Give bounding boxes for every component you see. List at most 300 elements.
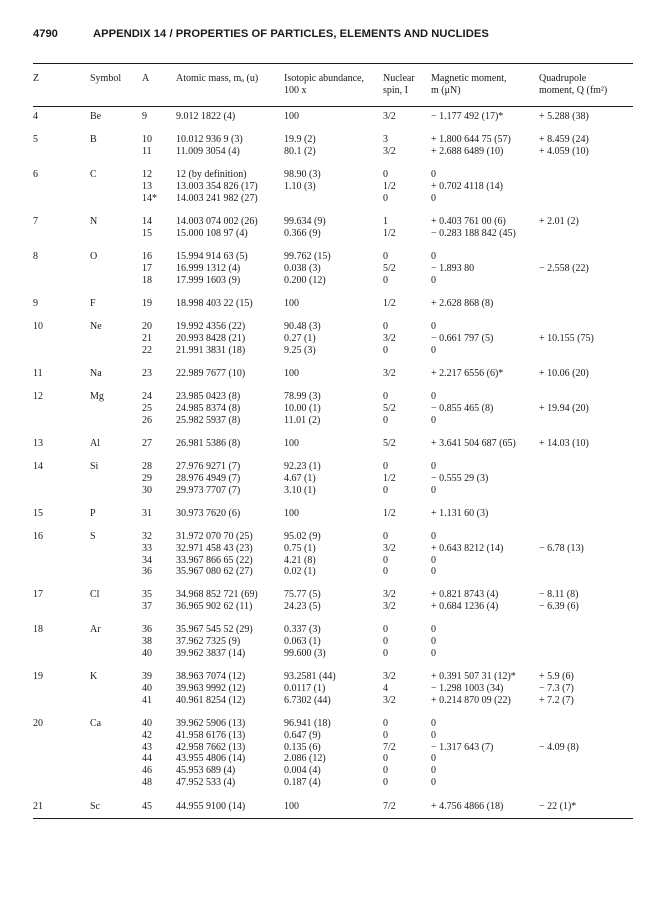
cell-mass-number-line: 22 [142,344,152,356]
cell-atomic-mass [176,298,253,310]
cell-abundance-line: 0.200 (12) [284,274,326,286]
cell-abundance-line: 90.48 (3) [284,321,321,332]
cell-spin [383,508,396,520]
cell-magnetic-moment-line: 0 [431,321,436,332]
cell-mass-number-line: 44 [142,753,152,765]
cell-spin-line: 1/2 [383,472,396,484]
cell-atomic-mass-line: 28.976 4949 (7) [176,472,241,484]
cell-mass-number [142,671,152,706]
cell-atomic-mass [176,624,253,659]
cell-atomic-mass [176,531,253,578]
cell-magnetic-moment-line: + 4.756 4866 (18) [431,801,504,812]
cell-quadrupole-line [539,531,584,543]
cell-quadrupole [539,111,589,123]
col-header-symbol: Symbol [90,73,122,84]
cell-symbol: Si [90,461,99,472]
cell-abundance-line: 10.00 (1) [284,402,321,414]
col-header-z: Z [33,73,40,84]
cell-mass-number-line: 48 [142,776,152,788]
cell-atomic-mass-line: 22.989 7677 (10) [176,368,246,379]
cell-atomic-mass-line: 26.981 5386 (8) [176,438,241,449]
cell-magnetic-moment-line: − 1.893 80 [431,262,475,274]
cell-spin-line: 3/2 [383,332,396,344]
cell-spin-line: 7/2 [383,741,396,753]
cell-magnetic-moment-line: + 0.214 870 09 (22) [431,694,511,706]
cell-abundance [284,624,326,659]
cell-magnetic-moment [431,391,493,426]
cell-abundance-line: 0.647 (9) [284,729,321,741]
cell-abundance-line: 2.086 (12) [284,753,326,765]
cell-mass-number-line: 36 [142,624,152,635]
cell-abundance [284,321,321,356]
cell-spin [383,438,396,450]
cell-magnetic-moment-line: 0 [431,776,436,788]
cell-atomic-mass-line: 45.953 689 (4) [176,765,236,777]
cell-z: 7 [33,216,38,227]
cell-atomic-mass-line: 34.968 852 721 (69) [176,589,258,600]
cell-atomic-mass-line: 15.000 108 97 (4) [176,227,248,239]
cell-spin [383,368,396,380]
cell-atomic-mass [176,216,258,240]
cell-z: 18 [33,624,43,635]
cell-atomic-mass [176,321,245,356]
cell-spin-line: 5/2 [383,438,396,449]
cell-abundance-line: 80.1 (2) [284,145,316,157]
cell-abundance-line: 0.27 (1) [284,332,316,344]
cell-atomic-mass [176,801,245,813]
cell-magnetic-moment-line: + 3.641 504 687 (65) [431,438,516,449]
cell-magnetic-moment-line: + 1.800 644 75 (57) [431,134,511,145]
cell-mass-number [142,624,152,659]
cell-magnetic-moment [431,321,493,356]
cell-z: 15 [33,508,43,519]
cell-spin-line: 7/2 [383,801,396,812]
cell-magnetic-moment [431,671,516,706]
cell-spin-line: 3 [383,134,388,145]
cell-mass-number-line: 19 [142,298,152,309]
cell-atomic-mass-line: 35.967 080 62 (27) [176,566,253,578]
cell-atomic-mass-line: 23.985 0423 (8) [176,391,241,402]
cell-atomic-mass-line: 47.952 533 (4) [176,776,236,788]
cell-magnetic-moment-line: − 1.317 643 (7) [431,741,494,753]
cell-atomic-mass [176,169,258,204]
cell-abundance [284,508,299,520]
cell-quadrupole-line: + 4.059 (10) [539,145,589,157]
cell-spin-line: 3/2 [383,542,396,554]
cell-magnetic-moment [431,589,498,613]
cell-spin-line: 0 [383,531,388,542]
cell-z: 11 [33,368,43,379]
cell-symbol: Ca [90,718,102,729]
cell-atomic-mass-line: 40.961 8254 (12) [176,694,246,706]
cell-atomic-mass [176,111,235,123]
cell-symbol: B [90,134,97,145]
cell-z: 12 [33,391,43,402]
cell-mass-number-line: 27 [142,438,152,449]
cell-spin [383,671,396,706]
cell-atomic-mass-line: 39.962 5906 (13) [176,718,246,729]
cell-abundance [284,671,336,706]
cell-quadrupole-line: + 5.288 (38) [539,111,589,122]
cell-mass-number [142,531,152,578]
cell-spin-line: 0 [383,321,388,332]
cell-quadrupole-line: + 19.94 (20) [539,402,589,414]
cell-spin-line: 0 [383,635,388,647]
cell-quadrupole-line: + 10.155 (75) [539,332,594,344]
cell-spin-line: 3/2 [383,694,396,706]
cell-magnetic-moment-line: 0 [431,251,436,262]
cell-atomic-mass-line: 35.967 545 52 (29) [176,624,253,635]
cell-atomic-mass-line: 32.971 458 43 (23) [176,542,253,554]
cell-mass-number-line: 42 [142,729,152,741]
cell-z: 14 [33,461,43,472]
cell-magnetic-moment-line: − 1.177 492 (17)* [431,111,504,122]
cell-spin-line: 1/2 [383,180,396,192]
cell-abundance-line: 100 [284,508,299,519]
cell-spin-line: 3/2 [383,111,396,122]
cell-atomic-mass-line: 10.012 936 9 (3) [176,134,243,145]
cell-quadrupole-line: − 2.558 (22) [539,262,589,274]
cell-quadrupole-line [539,555,584,567]
cell-magnetic-moment-line: + 1.131 60 (3) [431,508,489,519]
cell-quadrupole-line [539,251,589,263]
cell-quadrupole-line [539,391,589,403]
cell-magnetic-moment-line: + 2.628 868 (8) [431,298,494,309]
cell-mass-number [142,438,152,450]
cell-symbol: Ar [90,624,101,635]
cell-magnetic-moment-line: + 2.217 6556 (6)* [431,368,504,379]
cell-z: 16 [33,531,43,542]
cell-magnetic-moment-line: 0 [431,169,436,180]
cell-atomic-mass-line: 24.985 8374 (8) [176,402,241,414]
cell-spin-line: 0 [383,274,388,286]
cell-abundance-line: 95.02 (9) [284,531,321,542]
cell-atomic-mass [176,508,240,520]
cell-magnetic-moment-line: 0 [431,635,436,647]
cell-symbol: Al [90,438,100,449]
cell-abundance-line: 0.135 (6) [284,741,321,753]
cell-spin-line: 0 [383,554,388,566]
cell-quadrupole-line: − 8.11 (8) [539,589,579,600]
cell-spin [383,624,388,659]
cell-quadrupole [539,801,576,813]
cell-quadrupole [539,216,579,240]
cell-atomic-mass [176,438,240,450]
cell-spin-line: 0 [383,169,388,180]
cell-quadrupole-line: − 6.39 (6) [539,600,579,612]
cell-magnetic-moment [431,624,436,659]
cell-atomic-mass-line: 33.967 866 65 (22) [176,554,253,566]
cell-magnetic-moment-line: 0 [431,484,436,496]
cell-atomic-mass-line: 14.003 074 002 (26) [176,216,258,227]
cell-abundance-line: 100 [284,438,299,449]
cell-magnetic-moment-line: 0 [431,566,436,578]
cell-mass-number-line: 11 [142,145,152,157]
cell-z: 5 [33,134,38,145]
cell-quadrupole-line: + 5.9 (6) [539,671,574,682]
col-header-quadrupole-line2: moment, Q (fm²) [539,85,608,96]
cell-atomic-mass-line: 9.012 1822 (4) [176,111,236,122]
cell-spin [383,718,396,789]
cell-abundance-line: 100 [284,298,299,309]
cell-spin-line: 0 [383,776,388,788]
cell-quadrupole-line: + 10.06 (20) [539,368,589,379]
cell-abundance-line: 93.2581 (44) [284,671,336,682]
cell-magnetic-moment [431,461,488,496]
cell-atomic-mass-line: 20.993 8428 (21) [176,332,246,344]
cell-spin [383,251,396,286]
cell-magnetic-moment-line: 0 [431,192,436,204]
cell-quadrupole-line: + 2.01 (2) [539,216,579,227]
cell-abundance-line: 0.366 (9) [284,227,321,239]
cell-atomic-mass [176,368,245,380]
cell-spin [383,801,396,813]
cell-magnetic-moment-line: + 0.702 4118 (14) [431,180,503,192]
cell-z: 10 [33,321,43,332]
cell-atomic-mass-line: 41.958 6176 (13) [176,729,246,741]
cell-abundance-line: 92.23 (1) [284,461,321,472]
cell-abundance-line: 24.23 (5) [284,600,321,612]
cell-mass-number-line: 21 [142,332,152,344]
cell-abundance-line: 98.90 (3) [284,169,321,180]
cell-magnetic-moment-line: 0 [431,765,436,777]
cell-spin [383,461,396,496]
cell-abundance-line [284,193,321,205]
cell-abundance-line: 0.187 (4) [284,776,321,788]
cell-abundance-line: 11.01 (2) [284,414,321,426]
cell-atomic-mass-line: 29.973 7707 (7) [176,484,241,496]
cell-magnetic-moment [431,368,503,380]
cell-abundance [284,531,321,578]
cell-quadrupole-line: − 4.09 (8) [539,741,579,753]
cell-mass-number-line: 10 [142,134,152,145]
cell-spin-line: 0 [383,718,388,729]
cell-abundance-line: 0.038 (3) [284,262,321,274]
cell-atomic-mass-line: 27.976 9271 (7) [176,461,241,472]
cell-mass-number [142,251,152,286]
cell-quadrupole-line: − 7.3 (7) [539,682,574,694]
cell-quadrupole-line [539,275,589,287]
cell-abundance-line: 100 [284,801,299,812]
cell-mass-number-line: 35 [142,589,152,600]
cell-z: 6 [33,169,38,180]
cell-mass-number-line: 38 [142,635,152,647]
cell-quadrupole [539,671,574,706]
cell-magnetic-moment-line: 0 [431,531,436,542]
cell-atomic-mass-line: 39.962 3837 (14) [176,647,246,659]
cell-atomic-mass-line: 17.999 1603 (9) [176,274,241,286]
cell-atomic-mass-line: 15.994 914 63 (5) [176,251,248,262]
cell-mass-number-line: 17 [142,262,152,274]
cell-symbol: Ne [90,321,102,332]
cell-abundance [284,111,299,123]
cell-atomic-mass [176,718,245,789]
cell-atomic-mass-line: 30.973 7620 (6) [176,508,241,519]
cell-symbol: O [90,251,98,262]
cell-mass-number-line: 26 [142,414,152,426]
cell-symbol: Cl [90,589,100,600]
cell-magnetic-moment [431,531,503,578]
cell-magnetic-moment-line: + 0.403 761 00 (6) [431,216,506,227]
cell-atomic-mass [176,134,243,158]
cell-mass-number-line: 25 [142,402,152,414]
cell-abundance-line: 0.75 (1) [284,542,316,554]
cell-quadrupole [539,589,579,613]
cell-abundance-line: 78.99 (3) [284,391,321,402]
cell-spin-line: 3/2 [383,368,396,379]
cell-mass-number [142,298,152,310]
cell-magnetic-moment-line: 0 [431,554,436,566]
cell-magnetic-moment [431,508,488,520]
cell-z: 17 [33,589,43,600]
cell-atomic-mass-line: 12 (by definition) [176,169,247,180]
cell-spin-line: 0 [383,251,388,262]
cell-mass-number-line: 46 [142,765,152,777]
cell-mass-number-line: 28 [142,461,152,472]
cell-z: 8 [33,251,38,262]
cell-spin-line: 0 [383,344,388,356]
cell-magnetic-moment-line: − 0.555 29 (3) [431,472,489,484]
cell-atomic-mass-line: 42.958 7662 (13) [176,741,246,753]
cell-abundance [284,169,321,204]
cell-quadrupole-line [539,228,579,240]
cell-abundance-line: 0.337 (3) [284,624,321,635]
cell-spin [383,589,396,613]
cell-quadrupole-line [539,730,579,742]
cell-quadrupole-line [539,753,579,765]
cell-mass-number-line: 14 [142,216,152,227]
cell-spin [383,298,396,310]
cell-magnetic-moment [431,438,516,450]
cell-mass-number-line: 24 [142,391,152,402]
cell-mass-number-line: 18 [142,274,152,286]
cell-spin-line: 1/2 [383,227,396,239]
col-header-abundance-line2: 100 x [284,85,307,96]
cell-atomic-mass-line: 36.965 902 62 (11) [176,600,253,612]
cell-magnetic-moment [431,216,516,240]
cell-atomic-mass-line: 37.962 7325 (9) [176,635,241,647]
cell-abundance-line: 100 [284,111,299,122]
cell-abundance-line: 99.634 (9) [284,216,326,227]
cell-symbol: N [90,216,98,227]
cell-mass-number-line: 29 [142,472,152,484]
cell-symbol: F [90,298,96,309]
cell-abundance [284,718,331,789]
cell-abundance-line: 99.600 (3) [284,647,326,659]
cell-magnetic-moment-line: 0 [431,274,436,286]
cell-magnetic-moment-line: 0 [431,647,436,659]
cell-symbol: C [90,169,97,180]
cell-atomic-mass-line: 16.999 1312 (4) [176,262,241,274]
cell-atomic-mass-line: 11.009 3054 (4) [176,145,240,157]
cell-spin-line: 0 [383,647,388,659]
cell-abundance [284,298,299,310]
cell-magnetic-moment [431,134,511,158]
cell-abundance [284,368,299,380]
col-header-abundance-line1: Isotopic abundance, [284,73,364,84]
col-header-quadrupole-line1: Quadrupole [539,73,587,84]
cell-mass-number-line: 31 [142,508,152,519]
cell-z: 13 [33,438,43,449]
cell-spin-line: 0 [383,729,388,741]
cell-symbol: Mg [90,391,104,402]
col-header-spin-line2: spin, I [383,85,408,96]
cell-magnetic-moment-line: 0 [431,391,436,402]
cell-spin-line: 3/2 [383,671,396,682]
cell-symbol: Sc [90,801,100,812]
cell-spin-line: 3/2 [383,145,396,157]
cell-abundance [284,391,321,426]
cell-symbol: P [90,508,96,519]
cell-z: 9 [33,298,38,309]
cell-mass-number-line: 39 [142,671,152,682]
cell-spin-line: 0 [383,484,388,496]
cell-atomic-mass-line: 19.992 4356 (22) [176,321,246,332]
cell-abundance-line: 19.9 (2) [284,134,316,145]
cell-mass-number-line: 12 [142,169,152,180]
cell-spin [383,321,396,356]
cell-abundance-line: 100 [284,368,299,379]
cell-quadrupole-line [539,765,579,777]
cell-abundance [284,801,299,813]
cell-mass-number [142,461,152,496]
cell-magnetic-moment-line: − 1.298 1003 (34) [431,682,504,694]
cell-abundance [284,438,299,450]
cell-abundance-line: 3.10 (1) [284,484,316,496]
cell-mass-number-line: 40 [142,647,152,659]
cell-mass-number-line: 40 [142,718,152,729]
cell-z: 21 [33,801,43,812]
cell-abundance-line: 4.67 (1) [284,472,316,484]
cell-spin-line: 0 [383,753,388,765]
cell-quadrupole-line: − 22 (1)* [539,801,577,812]
cell-abundance [284,216,326,240]
cell-abundance-line: 99.762 (15) [284,251,331,262]
cell-magnetic-moment-line: + 0.684 1236 (4) [431,600,499,612]
cell-abundance-line: 96.941 (18) [284,718,331,729]
cell-spin-line: 0 [383,391,388,402]
cell-abundance-line: 75.77 (5) [284,589,321,600]
cell-abundance [284,134,316,158]
cell-spin-line: 5/2 [383,402,396,414]
cell-spin-line: 0 [383,566,388,578]
cell-abundance [284,589,321,613]
page-number: 4790 [33,28,58,40]
cell-mass-number-line: 37 [142,600,152,612]
col-header-a: A [142,73,150,84]
cell-abundance-line: 0.004 (4) [284,765,321,777]
cell-atomic-mass [176,391,240,426]
cell-magnetic-moment-line: 0 [431,624,436,635]
cell-atomic-mass-line: 25.982 5937 (8) [176,414,241,426]
page-title: APPENDIX 14 / PROPERTIES OF PARTICLES, ELEMENTS AND NUCLIDES [93,28,489,40]
cell-quadrupole-line [539,777,579,789]
cell-magnetic-moment-line: − 0.283 188 842 (45) [431,227,516,239]
cell-quadrupole-line: + 8.459 (24) [539,134,589,145]
cell-atomic-mass-line: 31.972 070 70 (25) [176,531,253,542]
cell-atomic-mass-line: 14.003 241 982 (27) [176,192,258,204]
cell-quadrupole [539,251,589,286]
cell-abundance-line: 6.7302 (44) [284,694,331,706]
cell-spin-line: 0 [383,765,388,777]
cell-symbol: S [90,531,96,542]
cell-mass-number-line: 34 [142,554,152,566]
cell-magnetic-moment-line: 0 [431,718,436,729]
cell-spin-line: 4 [383,682,388,694]
cell-spin [383,169,396,204]
cell-spin-line: 3/2 [383,600,396,612]
cell-abundance-line: 0.0117 (1) [284,682,326,694]
